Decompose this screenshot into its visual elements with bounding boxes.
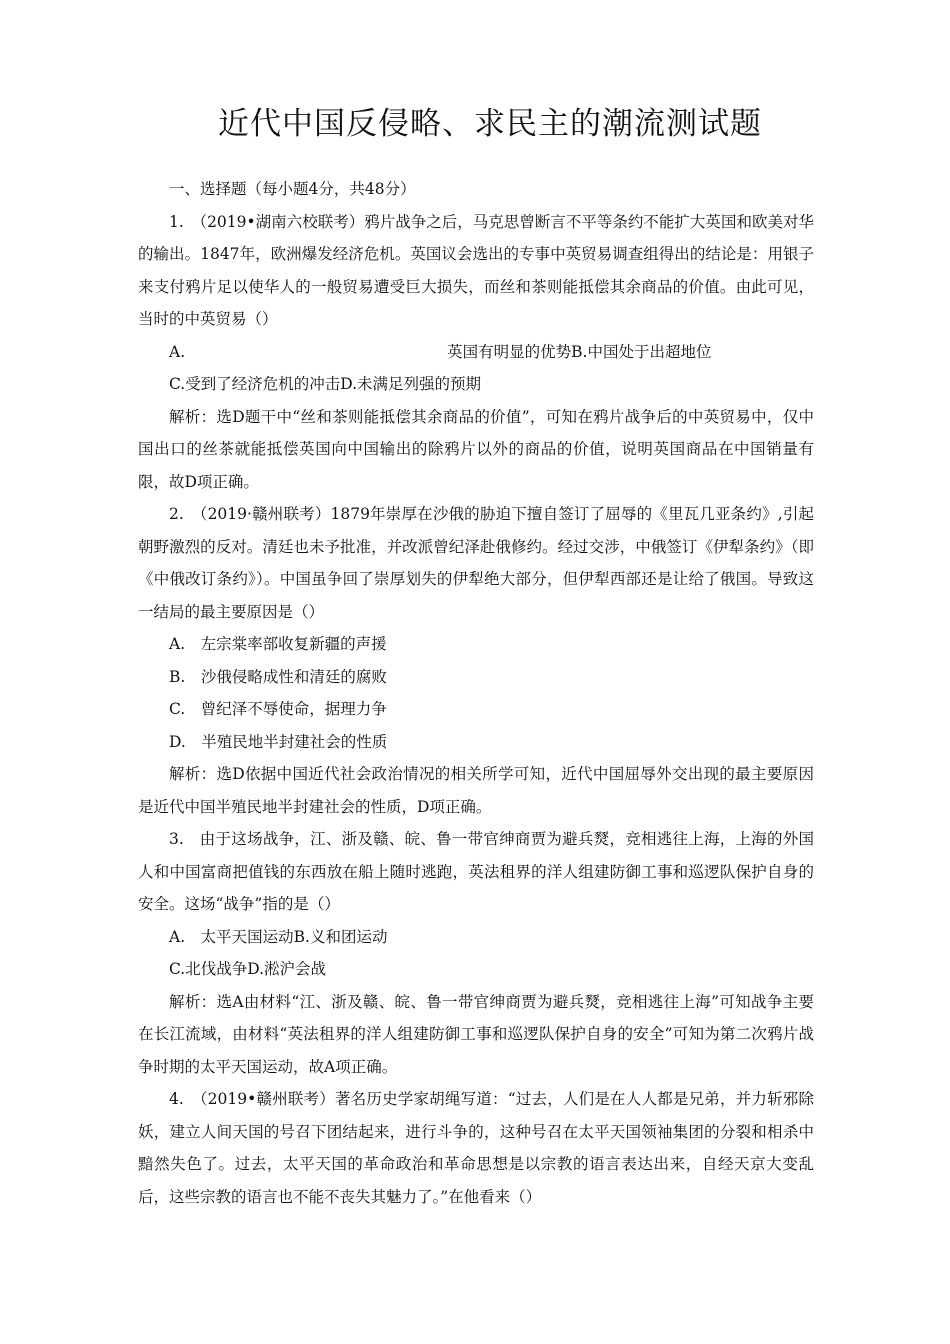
- document-title: 近代中国反侵略、求民主的潮流测试题: [218, 106, 762, 142]
- question-3-options-cd: C.北伐战争D.淞沪会战: [169, 960, 327, 978]
- question-2-option-c: C. 曾纪泽不辱使命，据理力争: [169, 700, 387, 718]
- question-2-option-d: D. 半殖民地半封建社会的性质: [169, 732, 388, 751]
- question-1-option-a-label: A.: [169, 342, 186, 361]
- question-3-options-ab: A. 太平天国运动B.义和团运动: [169, 927, 388, 946]
- question-1-option-a-b: 英国有明显的优势B.中国处于出超地位: [447, 342, 712, 361]
- question-2-analysis: 解析：选D依据中国近代社会政治情况的相关所学可知，近代中国屈辱外交出现的最主要原因是近代中国半殖民地半封建社会的性质，D项正确。: [138, 765, 814, 816]
- question-1-stem: 1. （2019•湖南六校联考）鸦片战争之后，马克思曾断言不平等条约不能扩大英国和欧美对华的输出。1847年，欧洲爆发经济危机。英国议会选出的专事中英贸易调查组得出的结论是：用银子来支付鸦片足以使华人的一般贸易遭受巨大损失，而丝和茶则能抵偿其余商品的价值。由此可见，当时的中英贸易（）: [138, 212, 814, 328]
- question-1-options-cd: C.受到了经济危机的冲击D.未满足列强的预期: [169, 375, 482, 393]
- question-4-stem: 4. （2019•赣州联考）著名历史学家胡绳写道：“过去，人们是在人人都是兄弟，并力斩邪除妖，建立人间天国的号召下团结起来，进行斗争的，这种号召在太平天国领袖集团的分裂和相杀中黯然失色了。过去，太平天国的革命政治和革命思想是以宗教的语言表达出来，自经天京大变乱后，这些宗教的语言也不能不丧失其魅力了。”在他看来（）: [138, 1090, 814, 1206]
- question-2-stem: 2. （2019·赣州联考）1879年崇厚在沙俄的胁迫下擅自签订了屈辱的《里瓦几亚条约》,引起朝野激烈的反对。清廷也未予批准，并改派曾纪泽赴俄修约。经过交涉，中俄签订《伊犁条约》（即《中俄改订条约》）。中国虽争回了崇厚划失的伊犁绝大部分，但伊犁西部还是让给了俄国。导致这一结局的最主要原因是（）: [138, 505, 814, 621]
- question-3-stem: 3. 由于这场战争，江、浙及赣、皖、鲁一带官绅商贾为避兵燹，竞相逃往上海，上海的外国人和中国富商把值钱的东西放在船上随时逃跑，英法租界的洋人组建防御工事和巡逻队保护自身的安全。这场“战争”指的是（）: [138, 830, 814, 913]
- question-3-analysis: 解析：选A由材料“江、浙及赣、皖、鲁一带官绅商贾为避兵燹，竞相逃往上海”可知战争主要在长江流域，由材料“英法租界的洋人组建防御工事和巡逻队保护自身的安全”可知为第二次鸦片战争时期的太平天国运动，故A项正确。: [138, 992, 814, 1076]
- question-1-options-ab: [138, 336, 814, 369]
- document-body: [138, 173, 814, 1213]
- section-heading: 一、选择题（每小题4分，共48分）: [169, 180, 416, 198]
- question-2-option-a: A. 左宗棠率部收复新疆的声援: [169, 635, 387, 653]
- question-2-option-b: B. 沙俄侵略成性和清廷的腐败: [169, 667, 387, 686]
- question-1-analysis: 解析：选D题干中“丝和茶则能抵偿其余商品的价值”，可知在鸦片战争后的中英贸易中，仅中国出口的丝茶就能抵偿英国向中国输出的除鸦片以外的商品的价值，说明英国商品在中国销量有限，故D项正确。: [138, 407, 814, 491]
- option-gap: [185, 336, 447, 369]
